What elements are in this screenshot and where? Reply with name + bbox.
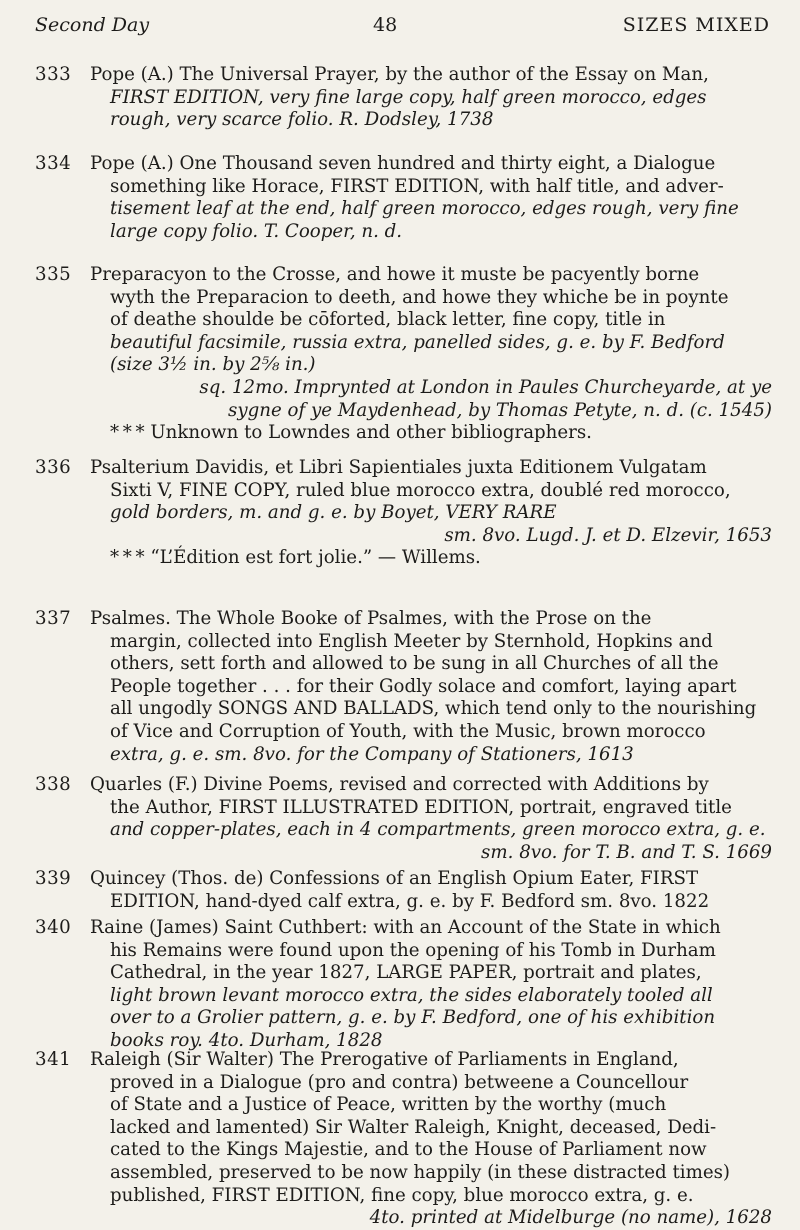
lot-line: Raine (James) Saint Cuthbert: with an Account of the State in which (90, 917, 721, 938)
lot-line: of State and a Justice of Peace, written by the worthy (much (110, 1094, 667, 1116)
running-header (35, 14, 770, 40)
lot-number: 341 (35, 1049, 72, 1070)
lot-description (90, 917, 780, 1053)
lot-line: proved in a Dialogue (pro and contra) betweene a Councellour (110, 1071, 689, 1093)
lot-line: extra, g. e. sm. 8vo. for the Company of Stationers, 1613 (110, 743, 634, 765)
lot-line: Quarles (F.) Divine Poems, revised and corrected with Additions by (90, 774, 709, 795)
lot-line: books roy. 4to. Durham, 1828 (110, 1029, 383, 1051)
lot-line: Cathedral, in the year 1827, LARGE PAPER, portrait and plates, (110, 962, 702, 984)
lot-line: tisement leaf at the end, half green morocco, edges rough, very fine (110, 198, 739, 220)
lot-line: of deathe shoulde be cōforted, black letter, fine copy, title in (110, 309, 666, 331)
lot-number: 337 (35, 608, 72, 629)
lot-line: Pope (A.) One Thousand seven hundred and thirty eight, a Dialogue (90, 153, 716, 174)
lot-line: assembled, preserved to be now happily (in these distracted times) (110, 1161, 731, 1183)
lot-line: gold borders, m. and g. e. by Boyet, VERY RARE (110, 502, 557, 524)
lot-line: 4to. printed at Midelburge (no name), 1628 (369, 1207, 772, 1229)
lot-number: 340 (35, 917, 72, 938)
lot-number: 335 (35, 264, 72, 285)
lot-line: others, sett forth and allowed to be sung in all Churches of all the (110, 653, 719, 675)
lot-line: sm. 8vo. for T. B. and T. S. 1669 (481, 841, 772, 863)
lot-line: of Vice and Corruption of Youth, with the Music, brown morocco (110, 720, 706, 742)
lot-description (90, 774, 780, 864)
lot-line: Quincey (Thos. de) Confessions of an English Opium Eater, FIRST (90, 868, 699, 889)
page-number: 48 (373, 14, 398, 36)
lot-line: over to a Grolier pattern, g. e. by F. Bedford, one of his exhibition (110, 1007, 716, 1029)
lot-line: EDITION, hand-dyed calf extra, g. e. by F. Bedford sm. 8vo. 1822 (110, 890, 710, 912)
lot-line: and copper-plates, each in 4 compartments, green morocco extra, g. e. (110, 819, 766, 841)
lot-line: all ungodly SONGS AND BALLADS, which tend only to the nourishing (110, 698, 757, 720)
lot-line: light brown levant morocco extra, the sides elaborately tooled all (110, 984, 713, 1006)
lot-line: margin, collected into English Meeter by Sternhold, Hopkins and (110, 630, 713, 652)
lot-line: something like Horace, FIRST EDITION, with half title, and adver- (110, 175, 724, 197)
lot-description (90, 64, 780, 132)
lot-description (90, 868, 780, 913)
lot-line: large copy folio. T. Cooper, n. d. (110, 220, 403, 242)
lot-line: lacked and lamented) Sir Walter Raleigh, Knight, deceased, Dedi- (110, 1116, 717, 1138)
header-section: SIZES MIXED (622, 14, 770, 36)
lot-number: 338 (35, 774, 72, 795)
lot-number: 336 (35, 457, 72, 478)
lot-line: published, FIRST EDITION, fine copy, blue morocco extra, g. e. (110, 1184, 694, 1206)
lot-line: Pope (A.) The Universal Prayer, by the author of the Essay on Man, (90, 64, 709, 85)
lot-line: cated to the Kings Majestie, and to the House of Parliament now (110, 1139, 707, 1161)
lot-line: rough, very scarce folio. R. Dodsley, 1738 (110, 109, 494, 131)
lot-description (90, 608, 780, 766)
lot-line: the Author, FIRST ILLUSTRATED EDITION, portrait, engraved title (110, 796, 732, 818)
lot-description (90, 264, 780, 445)
lot-line: * * * Unknown to Lowndes and other bibliographers. (110, 422, 592, 444)
lot-line: Psalterium Davidis, et Libri Sapientiales juxta Editionem Vulgatam (90, 457, 707, 478)
lot-number: 333 (35, 64, 72, 85)
header-day: Second Day (35, 14, 150, 36)
lot-line: FIRST EDITION, very fine large copy, half green morocco, edges (110, 86, 707, 108)
lot-number: 339 (35, 868, 72, 889)
lot-line: his Remains were found upon the opening of his Tomb in Durham (110, 939, 716, 961)
lot-line: sq. 12mo. Imprynted at London in Paules Churcheyarde, at ye (199, 376, 772, 398)
lot-line: sygne of ye Maydenhead, by Thomas Petyte, n. d. (c. 1545) (228, 399, 772, 421)
lot-line: Sixti V, FINE COPY, ruled blue morocco extra, doublé red morocco, (110, 479, 731, 501)
lot-description (90, 1049, 780, 1230)
lot-line: * * * “L’Édition est fort jolie.” — Willems. (110, 547, 481, 569)
lot-line: Preparacyon to the Crosse, and howe it muste be pacyently borne (90, 264, 700, 285)
lot-number: 334 (35, 153, 72, 174)
lot-line: Psalmes. The Whole Booke of Psalmes, with the Prose on the (90, 608, 652, 629)
lot-description (90, 457, 780, 570)
lot-line: (size 3½ in. by 2⅝ in.) (110, 354, 316, 376)
lot-line: Raleigh (Sir Walter) The Prerogative of Parliaments in England, (90, 1049, 679, 1070)
lot-description (90, 153, 780, 243)
lot-line: beautiful facsimile, russia extra, panelled sides, g. e. by F. Bedford (110, 331, 725, 353)
lot-line: People together . . . for their Godly solace and comfort, laying apart (110, 675, 737, 697)
lot-line: wyth the Preparacion to deeth, and howe they whiche be in poynte (110, 286, 729, 308)
lot-line: sm. 8vo. Lugd. J. et D. Elzevir, 1653 (444, 524, 772, 546)
